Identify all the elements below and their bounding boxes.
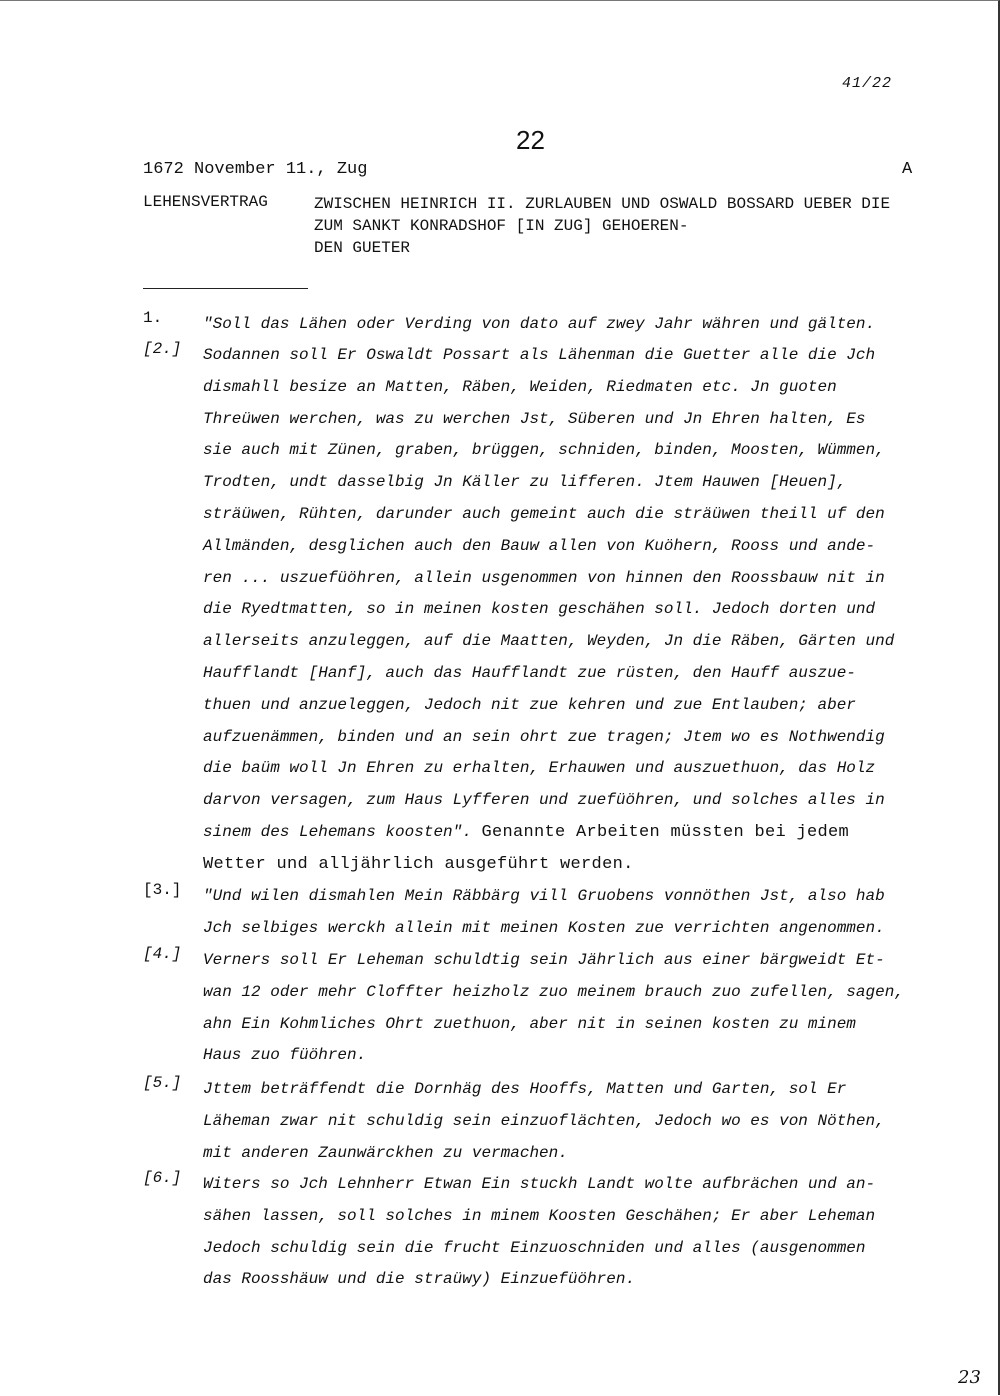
paragraph-2 bbox=[143, 340, 933, 881]
paragraph-4 bbox=[143, 945, 933, 1072]
paragraph-text: Jttem beträffendt die Dornhäg des Hooffs, Matten und Garten, sol Er Läheman zwar nit schuldig sein einzuoflächten, Jedoch wo es von Nöthen, mit anderen Zaunwärckhen zu vermachen. bbox=[203, 1080, 885, 1162]
paragraph-text: "Und wilen dismahlen Mein Räbbärg vill Gruobens vonnöthen Jst, also hab Jch selbiges werckh allein mit meinen Kosten zue verrichten angenommen. bbox=[203, 887, 885, 937]
document-title: ZWISCHEN HEINRICH II. ZURLAUBEN UND OSWALD BOSSARD UEBER DIE ZUM SANKT KONRADSHOF [IN ZUG] GEHOEREN- DEN GUETER bbox=[314, 195, 891, 257]
paragraph-number: [2.] bbox=[143, 340, 182, 358]
date-place-line: 1672 November 11., Zug bbox=[143, 160, 368, 179]
paragraph-text: Witers so Jch Lehnherr Etwan Ein stuckh Landt wolte aufbrächen und an- sähen lassen, soll solches in minem Koosten Geschähen; Er aber Leheman Jedoch schuldig sein die frucht Einzuoschniden und alles (ausgenommen das Roosshäuw und die straüwy) Einzuefüöhren. bbox=[203, 1175, 876, 1289]
handwritten-page-note: 23 bbox=[958, 1367, 981, 1388]
document-type-label: LEHENSVERTRAG bbox=[143, 193, 268, 211]
paragraph-3 bbox=[143, 881, 933, 945]
header-rule bbox=[143, 288, 308, 289]
paragraph-number: [5.] bbox=[143, 1074, 182, 1092]
paragraph-text: "Soll das Lähen oder Verding von dato auf zwey Jahr währen und gälten. bbox=[203, 315, 876, 333]
paragraph-1 bbox=[143, 309, 933, 341]
paragraph-number: 1. bbox=[143, 309, 163, 327]
paragraph-number: [4.] bbox=[143, 945, 182, 963]
quoted-text: Sodannen soll Er Oswaldt Possart als Lähenman die Guetter alle die Jch dismahll besize an Matten, Räben, Weiden, Riedmaten etc. Jn guoten Threüwen werchen, was zu werchen Jst, Süberen und Jn Ehren halten, Es sie auch mit Zünen, graben, brüggen, schniden, binden, Moosten, Wümmen, Trodten, undt dasselbig Jn Käller zu lifferen. Jtem Hauwen [Heuen], sträüwen, Rühten, darunder auch gemeint auch die sträüwen theill uf den Allmänden, desglichen auch den Bauw allen von Kuöhern, Rooss und ande- ren ... uszuefüöhren, allein usgenommen von hinnen den Roossbauw nit in die Ryedtmatten, so in meinen kosten geschähen soll. Jedoch dorten und allerseits anzuleggen, auf die Maatten, Weyden, Jn die Räben, Gärten und Haufflandt [Hanf], auch das Haufflandt zue rüsten, den Hauff auszue- thuen und anzueleggen, Jedoch nit zue kehren und zue Entlauben; aber aufzuenämmen, binden und an sein ohrt zue tragen; Jtem wo es Nothwendig die baüm woll Jn Ehren zu erhalten, Erhauwen und auszuethuon, das Holz darvon versagen, zum Haus Lyfferen und zuefüöhren, und solches alles in sinem des Lehemans koosten". bbox=[203, 346, 895, 841]
folio-number: 41/22 bbox=[842, 75, 893, 92]
paragraph-number: [6.] bbox=[143, 1169, 182, 1187]
paragraph-text bbox=[203, 340, 933, 881]
paragraph-text: Verners soll Er Leheman schuldtig sein Jährlich aus einer bärgweidt Et- wan 12 oder mehr Cloffter heizholz zuo meinem brauch zuo zufellen, sagen, ahn Ein Kohmliches Ohrt zuethuon, aber nit in seinen kosten zu minem Haus zuo füöhren. bbox=[203, 951, 904, 1065]
version-marker: A bbox=[902, 160, 913, 179]
paragraph-number: [3.] bbox=[143, 881, 182, 899]
paragraph-6 bbox=[143, 1169, 933, 1296]
paragraph-5 bbox=[143, 1074, 933, 1169]
editor-summary: Genannte Arbeiten müssten bei jedem Wetter und alljährlich ausgeführt werden. bbox=[203, 822, 850, 874]
document-number: 22 bbox=[516, 125, 545, 155]
